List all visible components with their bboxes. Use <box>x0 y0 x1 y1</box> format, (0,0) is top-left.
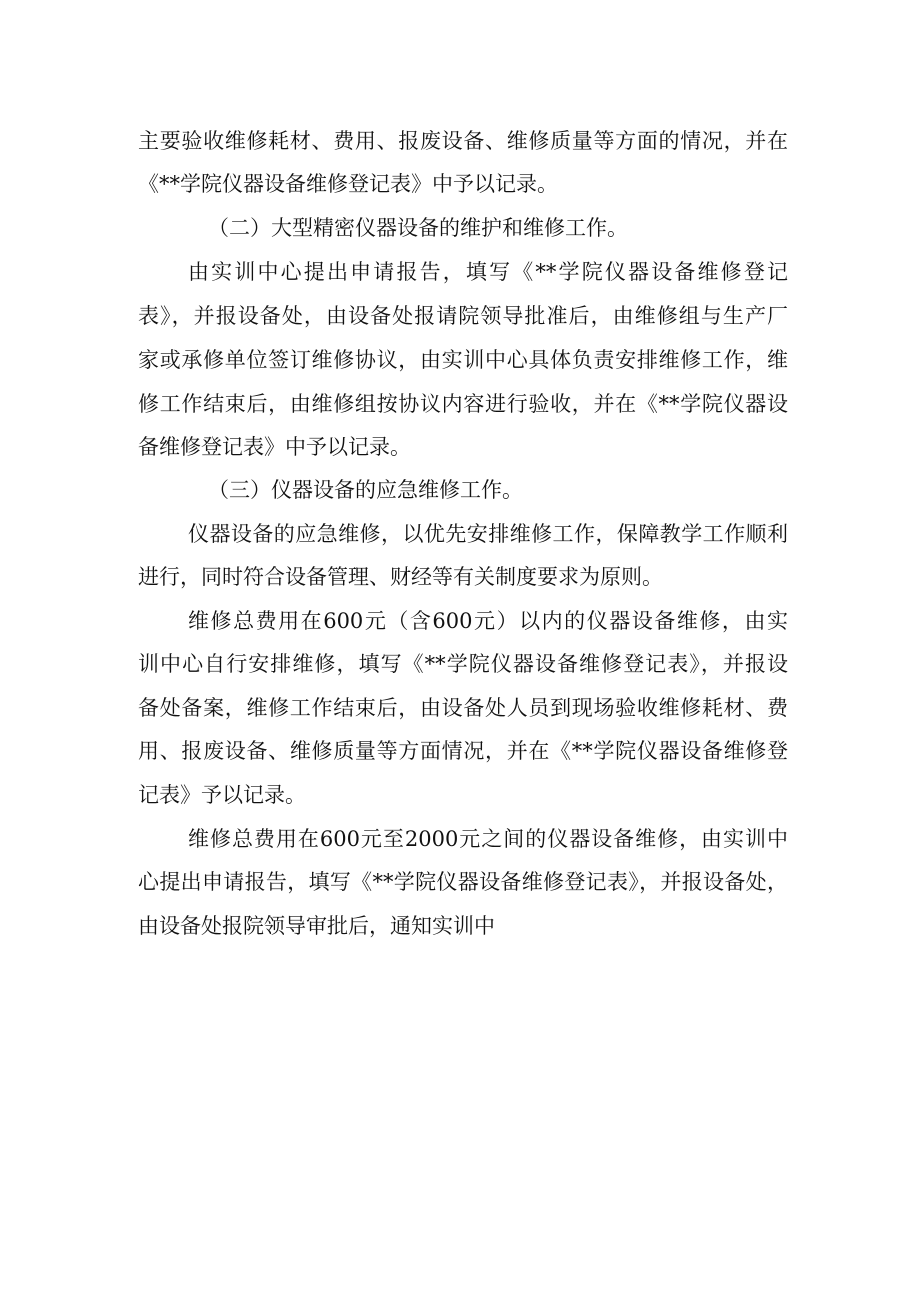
paragraph-line: 修工作结束后，由维修组按协议内容进行验收，并在《**学院仪器设 <box>138 392 788 416</box>
paragraph-line: 仪器设备的应急维修，以优先安排维修工作，保障教学工作顺利 <box>188 522 788 546</box>
paragraph-line: 用、报废设备、维修质量等方面情况，并在《**学院仪器设备维修登 <box>138 739 788 763</box>
paragraph-line: 由设备处报院领导审批后，通知实训中 <box>138 914 495 938</box>
section-heading: （二）大型精密仪器设备的维护和维修工作。 <box>208 216 628 240</box>
paragraph-line: 训中心自行安排维修，填写《**学院仪器设备维修登记表》，并报设 <box>138 652 788 676</box>
paragraph-line: 《**学院仪器设备维修登记表》中予以记录。 <box>138 172 558 196</box>
paragraph-line: 维修总费用在600元至2000元之间的仪器设备维修，由实训中 <box>188 827 788 851</box>
paragraph-line: 备处备案，维修工作结束后，由设备处人员到现场验收维修耗材、费 <box>138 696 788 720</box>
paragraph-line: 心提出申请报告，填写《**学院仪器设备维修登记表》，并报设备处， <box>138 870 788 894</box>
paragraph-line: 由实训中心提出申请报告，填写《**学院仪器设备维修登记 <box>188 260 788 284</box>
paragraph-line: 记表》予以记录。 <box>138 783 306 807</box>
paragraph-line: 表》，并报设备处，由设备处报请院领导批准后，由维修组与生产厂 <box>138 304 788 328</box>
paragraph-line: 家或承修单位签订维修协议，由实训中心具体负责安排维修工作，维 <box>138 348 788 372</box>
paragraph-line: 主要验收维修耗材、费用、报废设备、维修质量等方面的情况，并在 <box>138 129 788 153</box>
paragraph-line: 进行，同时符合设备管理、财经等有关制度要求为原则。 <box>138 565 663 589</box>
paragraph-line: 备维修登记表》中予以记录。 <box>138 435 411 459</box>
section-heading: （三）仪器设备的应急维修工作。 <box>208 478 523 502</box>
paragraph-line: 维修总费用在600元（含600元）以内的仪器设备维修，由实 <box>188 609 788 633</box>
